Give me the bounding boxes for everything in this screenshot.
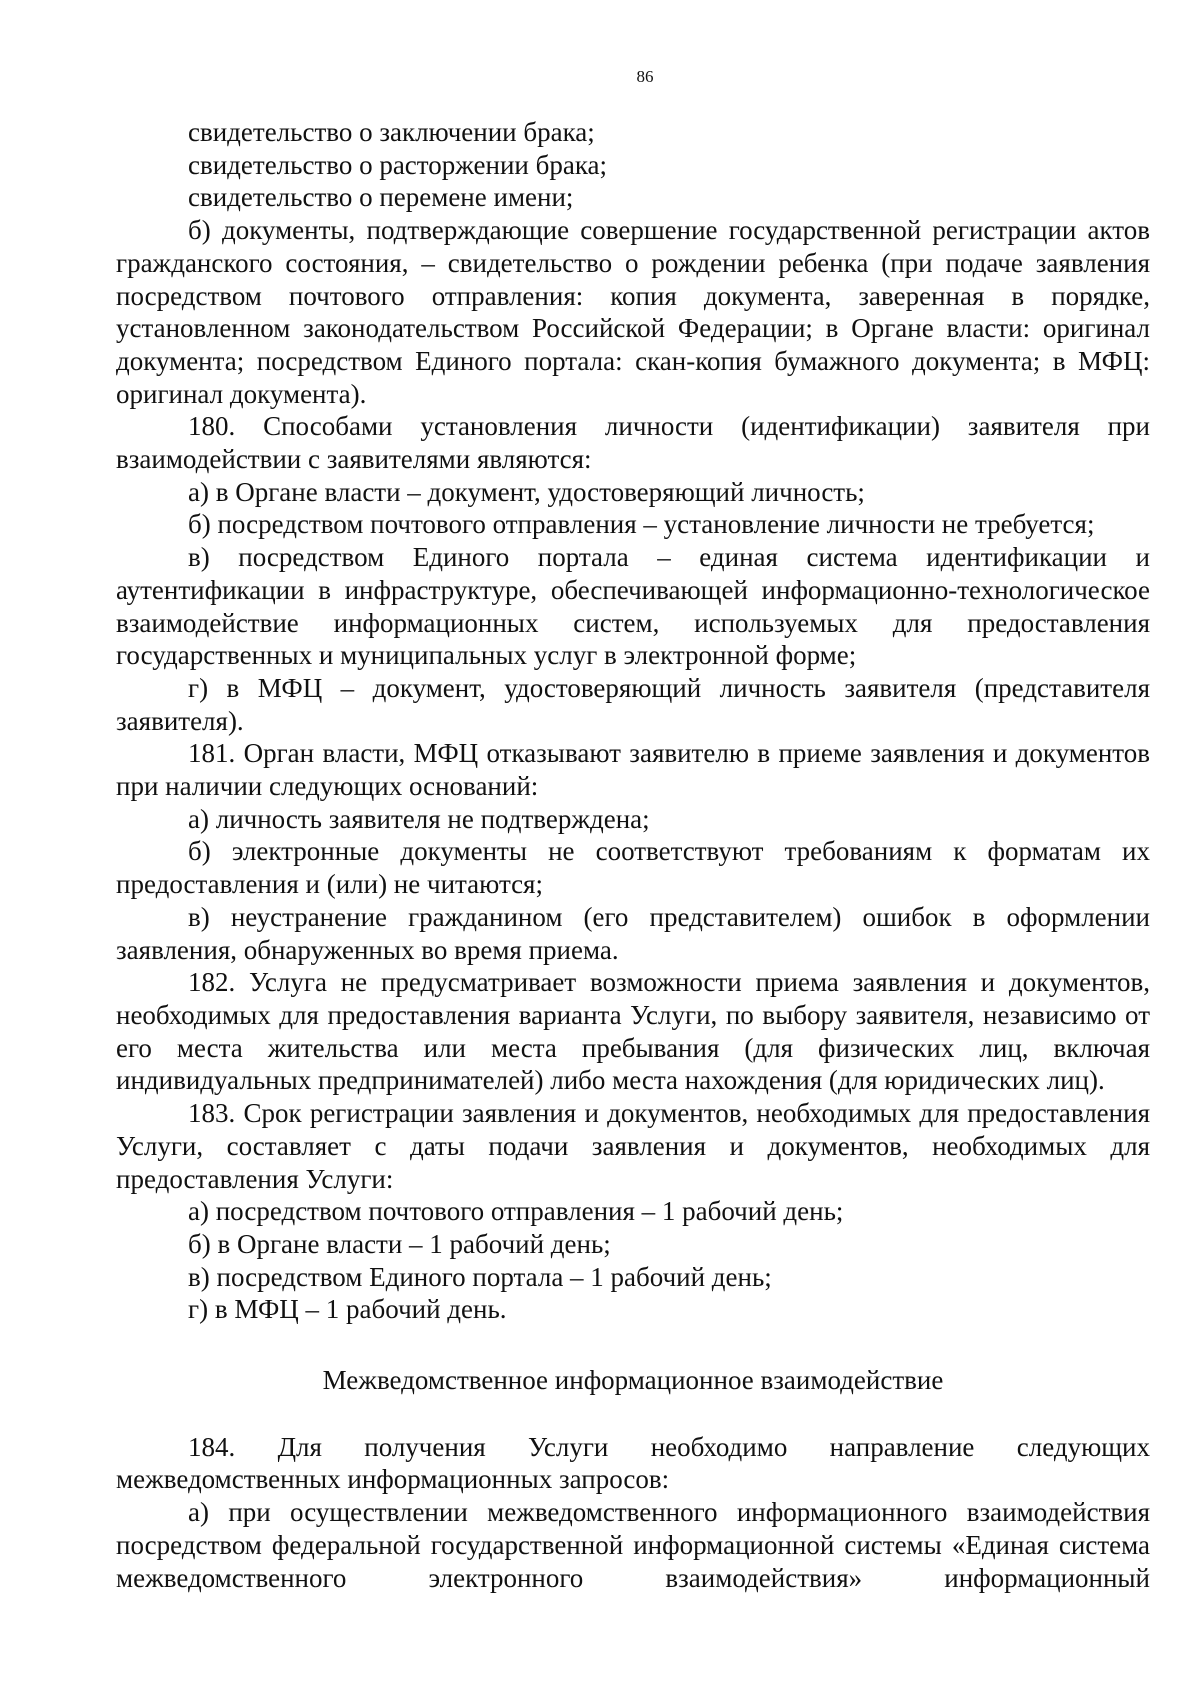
paragraph-180-b: б) посредством почтового отправления – установление личности не требуется;	[188, 509, 1095, 540]
paragraph-181: 181. Орган власти, МФЦ отказывают заявителю в приеме заявления и документов при наличии следующих оснований:	[116, 738, 1150, 802]
paragraph-184-a: а) при осуществлении межведомственного информационного взаимодействия посредством федеральной государственной информационной системы «Единая система межведомственного электронного взаимодействия» информационный	[116, 1497, 1150, 1593]
paragraph-divorce-certificate: свидетельство о расторжении брака;	[188, 149, 608, 180]
paragraph-184: 184. Для получения Услуги необходимо направление следующих межведомственных информационных запросов:	[116, 1431, 1150, 1495]
paragraph-name-change-certificate: свидетельство о перемене имени;	[188, 182, 574, 213]
document-page	[116, 66, 1150, 1594]
paragraph-183-b: б) в Органе власти – 1 рабочий день;	[188, 1228, 611, 1259]
paragraph-183-a: а) посредством почтового отправления – 1 рабочий день;	[188, 1196, 844, 1227]
paragraph-183-v: в) посредством Единого портала – 1 рабочий день;	[188, 1261, 772, 1292]
page-number: 86	[636, 67, 654, 86]
section-heading: Межведомственное информационное взаимодействие	[322, 1365, 944, 1396]
paragraph-183-g: г) в МФЦ – 1 рабочий день.	[188, 1294, 507, 1325]
body-text-top	[116, 116, 1150, 1326]
paragraph-civil-registration-documents: б) документы, подтверждающие совершение государственной регистрации актов гражданского состояния, – свидетельство о рождении ребенка (при подаче заявления посредством почтового отправления: копия документа, заверенная в порядке, установленном законодательством Российской Федерации; в Органе власти: оригинал документа; посредством Единого портала: скан-копия бумажного документа; в МФЦ: оригинал документа).	[116, 215, 1150, 409]
paragraph-182: 182. Услуга не предусматривает возможности приема заявления и документов, необходимых для предоставления варианта Услуги, по выбору заявителя, независимо от его места жительства или места пребывания (для физических лиц, включая индивидуальных предпринимателей) либо места нахождения (для юридических лиц).	[116, 967, 1150, 1096]
paragraph-183: 183. Срок регистрации заявления и документов, необходимых для предоставления Услуги, составляет с даты подачи заявления и документов, необходимых для предоставления Услуги:	[116, 1098, 1150, 1194]
paragraph-180-g: г) в МФЦ – документ, удостоверяющий личность заявителя (представителя заявителя).	[116, 672, 1150, 736]
body-text-bottom	[116, 1431, 1150, 1595]
paragraph-180-v: в) посредством Единого портала – единая система идентификации и аутентификации в инфраструктуре, обеспечивающей информационно-технологическое взаимодействие информационных систем, используемых для предоставления государственных и муниципальных услуг в электронной форме;	[116, 542, 1150, 671]
paragraph-181-a: а) личность заявителя не подтверждена;	[188, 803, 650, 834]
paragraph-181-b: б) электронные документы не соответствуют требованиям к форматам их предоставления и (или) не читаются;	[116, 836, 1150, 900]
paragraph-180: 180. Способами установления личности (идентификации) заявителя при взаимодействии с заявителями являются:	[116, 411, 1150, 475]
paragraph-marriage-certificate: свидетельство о заключении брака;	[188, 117, 595, 147]
paragraph-180-a: а) в Органе власти – документ, удостоверяющий личность;	[188, 476, 865, 507]
paragraph-181-v: в) неустранение гражданином (его представителем) ошибок в оформлении заявления, обнаруженных во время приема.	[116, 901, 1150, 965]
